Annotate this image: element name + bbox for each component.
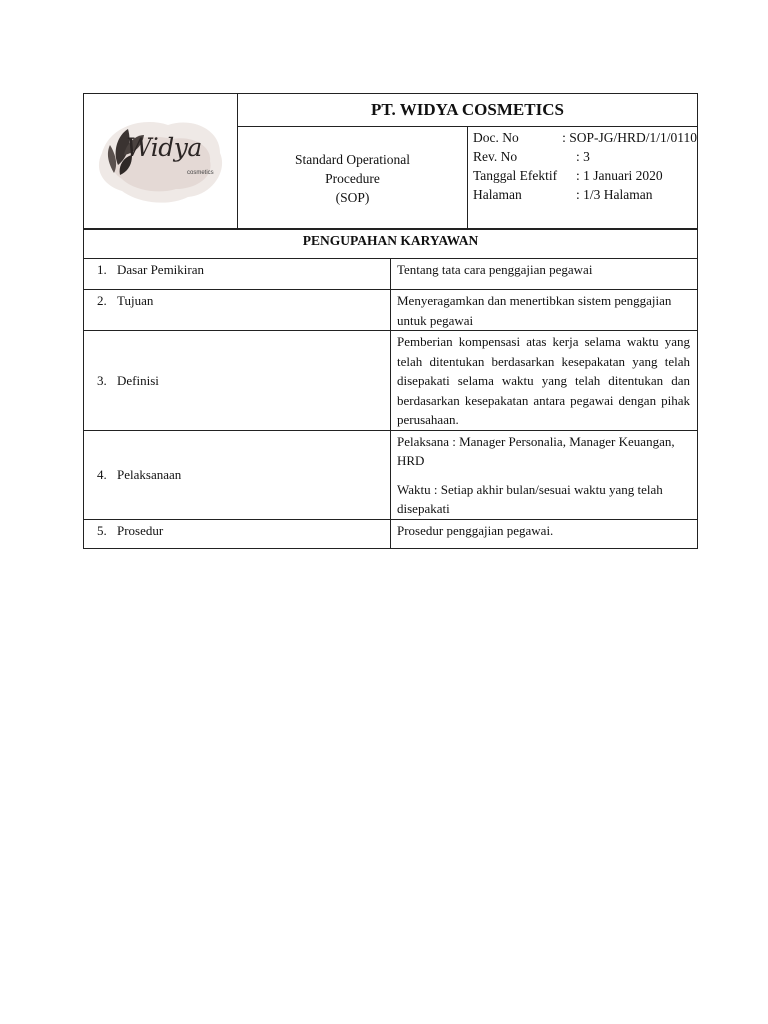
logo-art-icon bbox=[84, 95, 237, 229]
meta-value: : 1 Januari 2020 bbox=[576, 168, 663, 183]
row-label bbox=[84, 259, 391, 290]
row-label bbox=[84, 519, 391, 548]
meta-key: Rev. No bbox=[473, 149, 518, 164]
row-label-text: Tujuan bbox=[117, 293, 154, 308]
meta-value: : SOP-JG/HRD/1/1/0110 bbox=[562, 130, 697, 145]
row-content bbox=[391, 430, 698, 519]
meta-row-doc-no bbox=[473, 128, 697, 147]
meta-key: Tanggal Efektif bbox=[473, 168, 558, 183]
row-label bbox=[84, 290, 391, 331]
meta-row-rev-no bbox=[473, 147, 697, 166]
meta-key: Doc. No bbox=[473, 130, 519, 145]
sop-line-3: (SOP) bbox=[335, 189, 370, 205]
logo-sub-text: cosmetics bbox=[187, 169, 214, 176]
row-label-text: Dasar Pemikiran bbox=[117, 262, 205, 277]
meta-value: : 3 bbox=[576, 149, 590, 164]
row-number: 2. bbox=[97, 293, 107, 308]
sop-line-1: Standard Operational bbox=[294, 151, 411, 167]
meta-key: Halaman bbox=[473, 187, 522, 202]
row-label-text: Prosedur bbox=[117, 522, 164, 538]
doc-meta-cell bbox=[468, 127, 698, 230]
table-row bbox=[84, 519, 698, 548]
content-line: Waktu : Setiap akhir bulan/sesuai waktu yang telah disepakati bbox=[397, 481, 663, 516]
row-label-text: Pelaksanaan bbox=[117, 466, 182, 482]
row-number: 3. bbox=[97, 372, 107, 388]
row-content: Pemberian kompensasi atas kerja selama waktu yang telah ditentukan berdasarkan kesepakatan yang telah disepakati selama waktu yang telah ditentukan dan berdasarkan kesepakatan antara pegawai dengan pihak perusahaan. bbox=[391, 331, 698, 431]
header-table bbox=[83, 93, 698, 230]
row-label bbox=[84, 331, 391, 431]
table-row bbox=[84, 331, 698, 431]
sop-label-cell bbox=[238, 127, 468, 230]
table-row bbox=[84, 259, 698, 290]
table-row bbox=[84, 290, 698, 331]
section-title: PENGUPAHAN KARYAWAN bbox=[84, 229, 698, 259]
row-content: Menyeragamkan dan menertibkan sistem penggajian untuk pegawai bbox=[391, 290, 698, 331]
logo-brand-text: Widya bbox=[126, 132, 202, 162]
row-number: 1. bbox=[97, 262, 107, 277]
row-number: 4. bbox=[97, 466, 107, 482]
meta-value: : 1/3 Halaman bbox=[576, 187, 653, 202]
row-content: Prosedur penggajian pegawai. bbox=[391, 519, 698, 548]
content-line: Pelaksana : Manager Personalia, Manager Keuangan, HRD bbox=[397, 433, 675, 468]
company-logo bbox=[84, 95, 237, 229]
sop-line-2: Procedure bbox=[325, 170, 380, 186]
meta-row-page bbox=[473, 185, 697, 204]
table-row bbox=[84, 430, 698, 519]
row-content: Tentang tata cara penggajian pegawai bbox=[391, 259, 698, 290]
company-name: PT. WIDYA COSMETICS bbox=[238, 94, 698, 127]
row-number: 5. bbox=[97, 522, 107, 538]
sop-content-table bbox=[83, 228, 698, 549]
logo-cell bbox=[84, 94, 238, 230]
meta-row-effective-date bbox=[473, 166, 697, 185]
row-label-text: Definisi bbox=[117, 372, 159, 388]
row-label bbox=[84, 430, 391, 519]
